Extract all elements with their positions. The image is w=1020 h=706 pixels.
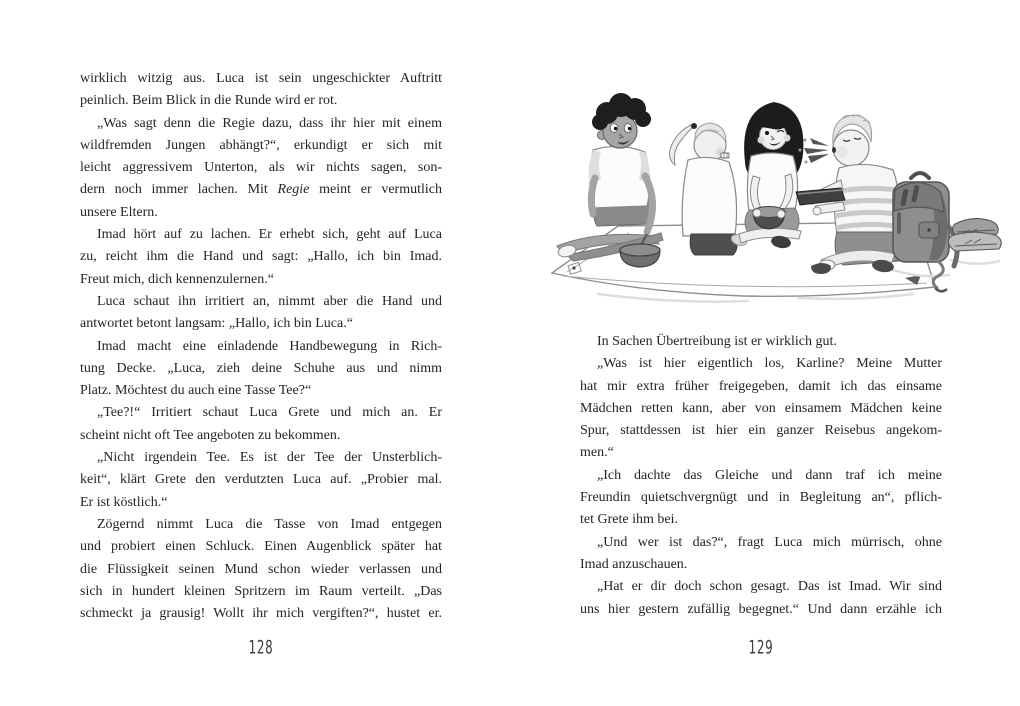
text-line: „Was sagt denn die Regie dazu, dass ihr hier mit einem [97,115,442,131]
right-text-column [580,331,942,621]
text-line: Freundin quietschvergnügt und in Begleitung an“, pflich- [580,490,942,506]
text-line: Zögernd nimmt Luca die Tasse von Imad entgegen [97,516,442,532]
text-line: Platz. Möchtest du auch eine Tasse Tee?“ [80,383,312,399]
text-line: „Und wer ist das?“, fragt Luca mich mürrisch, ohne [597,534,942,550]
page-number-right: 129 [748,636,774,659]
text-line: Mädchen retten kann, aber von einsamem Mädchen keine [580,400,942,416]
text-line: wirklich witzig aus. Luca ist sein ungeschickter Auftritt [80,71,442,86]
child-girl-bob [739,102,803,250]
text-line: Er ist köstlich.“ [80,494,168,510]
text-line: leicht aggressivem Unterton, als wir nichts sagen, son- [80,160,442,176]
text-line: Luca schaut ihn irritiert an, nimmt aber die Hand und [97,293,442,309]
text-line: Imad anzuschauen. [580,556,688,572]
text-line: tung Decke. „Luca, zieh deine Schuhe aus und nimm [80,360,442,376]
text-line: unsere Eltern. [80,204,158,220]
text-line: scheint nicht oft Tee angeboten zu bekommen. [80,427,341,443]
sneakers [948,219,1001,251]
text-line: dern noch immer lachen. Mit Regie meint er vermutlich [80,182,442,198]
text-line: men.“ [580,445,614,461]
page-number-left: 128 [248,636,274,659]
text-line: und probiert einen Schluck. Einen Augenblick später hat [80,539,442,555]
text-line: zu, reicht ihm die Hand und sagt: „Hallo, ich bin Imad. [80,249,442,265]
text-line: antwortet betont langsam: „Hallo, ich bin Luca.“ [80,316,353,332]
tea-spray [804,138,829,163]
text-line: hat mir extra früher freigegeben, damit ich das einsame [580,378,942,394]
text-line: „Ich dachte das Gleiche und dann traf ich meine [597,467,942,483]
text-line: Spur, stattdessen ist hier ein ganzer Reisebus angekom- [580,423,942,439]
picnic-illustration-svg [543,84,1005,320]
text-line: wildfremden Jungen abhängt?“, erkundigt er sich mit [80,137,442,153]
text-line: Imad macht eine einladende Handbewegung in Rich- [97,338,442,354]
text-line: die Flüssigkeit seinen Mund schon wieder verlassen und [80,561,442,577]
text-line: sich in hundert kleinen Spritzern im Raum verteilt. „Das [80,583,442,599]
text-line: schmeckt ja grausig! Wollt ihr mich vergiften?“, hustet er. [80,606,442,622]
text-line: „Tee?!“ Irritiert schaut Luca Grete und mich an. Er [97,405,442,421]
italic-word: Regie [277,182,310,198]
child-boy-left [557,93,663,267]
picnic-illustration [543,84,1005,320]
text-line: In Sachen Übertreibung ist er wirklich gut. [597,334,837,349]
text-line: peinlich. Beim Blick in die Runde wird er rot. [80,93,338,109]
text-line: Imad hört auf zu lachen. Er erhebt sich, geht auf Luca [97,227,442,243]
text-line: keit“, klärt Grete den verdutzten Luca auf. „Probier mal. [80,472,442,488]
left-text-column [80,68,442,625]
text-line: tet Grete ihm bei. [580,512,678,528]
text-line: „Hat er dir doch schon gesagt. Das ist Imad. Wir sind [597,579,942,595]
text-line: uns hier gestern zufällig begegnet.“ Und dann erzähle ich [580,601,942,617]
text-line: „Nicht irgendein Tee. Es ist der Tee der Unsterblich- [97,450,442,466]
text-line: „Was ist hier eigentlich los, Karline? Meine Mutter [597,356,942,372]
text-line: Freut mich, dich kennenzulernen.“ [80,271,274,287]
